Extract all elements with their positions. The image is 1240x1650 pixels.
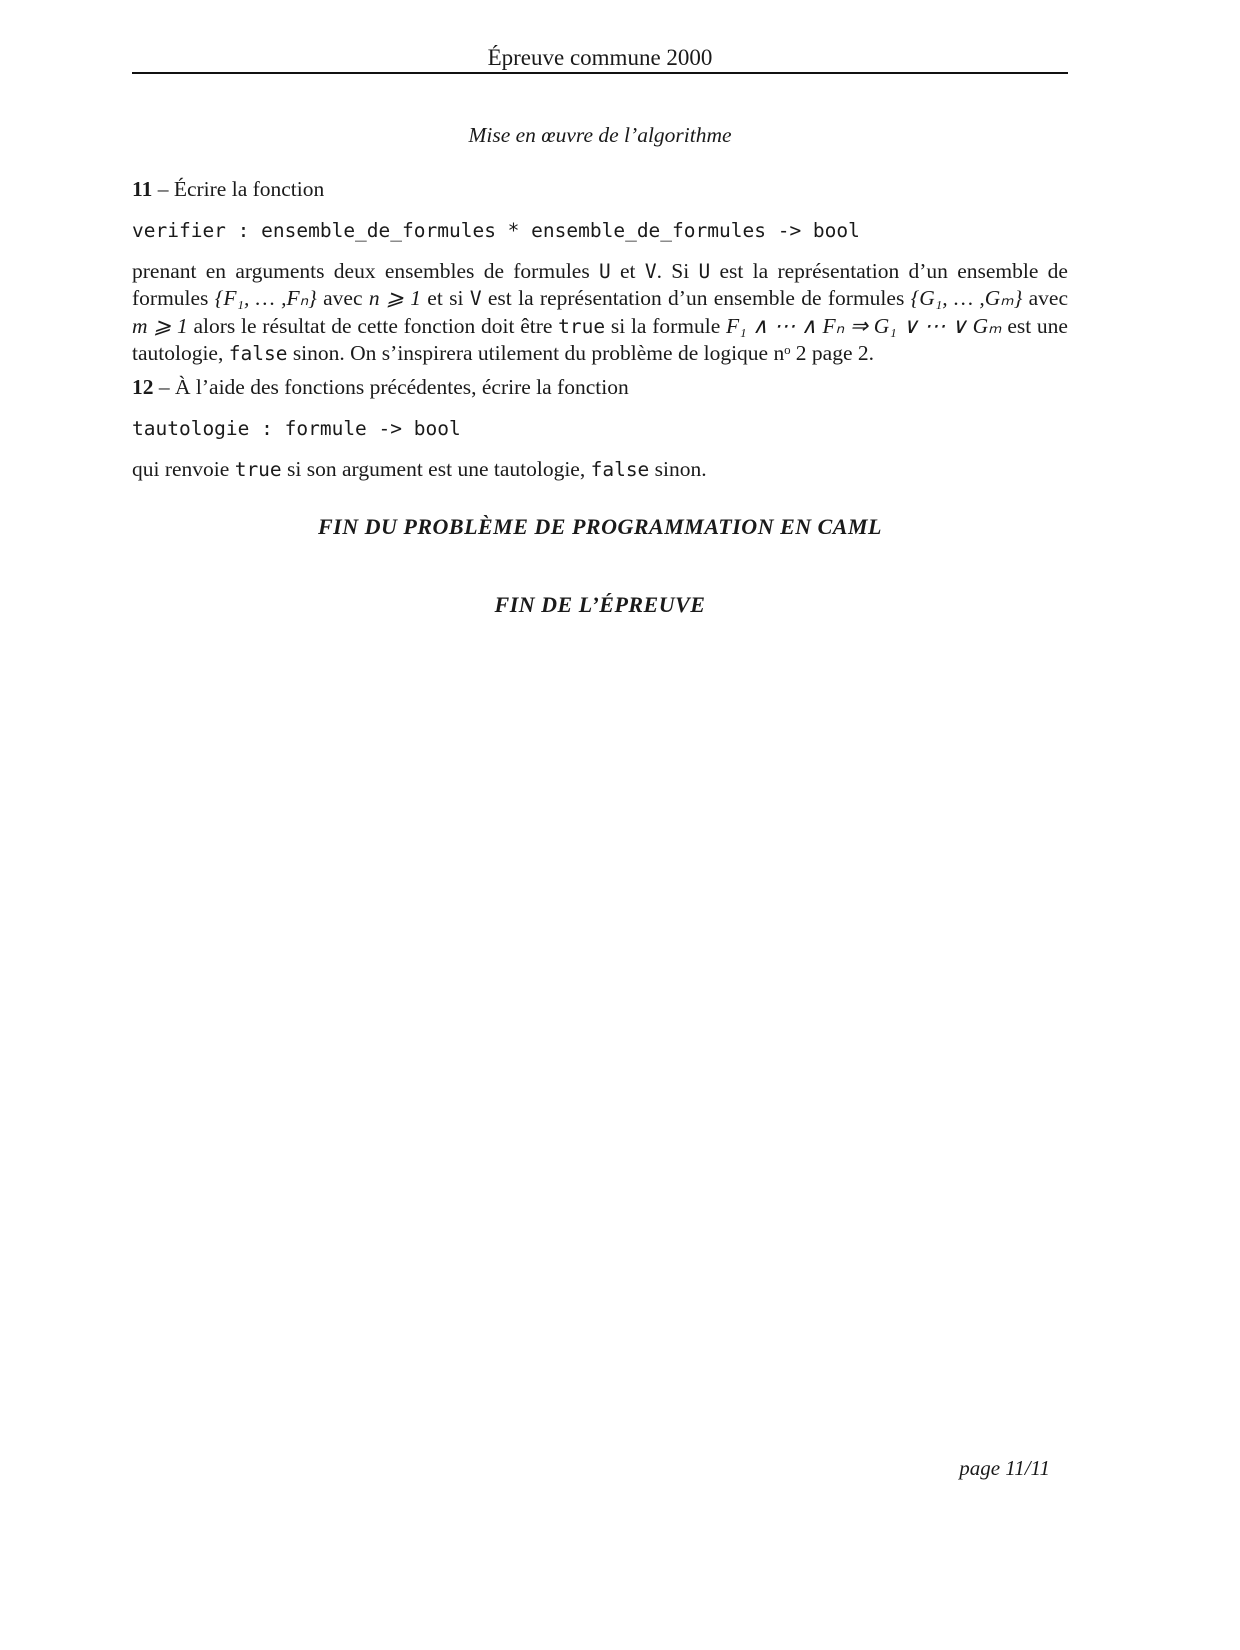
q11-code-U: U (698, 259, 711, 283)
question-12-paragraph (132, 456, 1068, 484)
question-11-dash: – (152, 176, 174, 201)
q11-condition-m: m ⩾ 1 (132, 313, 188, 338)
question-11-number: 11 (132, 176, 153, 201)
q11-formula: F₁ ∧ ⋯ ∧ Fₙ ⇒ G₁ ∨ ⋯ ∨ Gₘ (726, 313, 1002, 338)
q11-text: alors le résultat de cette fonction doit être (187, 313, 559, 338)
question-11-heading (132, 176, 1068, 204)
q11-code-false: false (228, 342, 288, 365)
q11-code-V: V (644, 259, 657, 283)
q11-text: sinon. On s’inspirera utilement du problème de logique nᵒ 2 page 2. (287, 341, 875, 365)
q12-text: qui renvoie (132, 456, 235, 481)
q11-set-G: {G₁, … ,Gₘ} (910, 286, 1023, 310)
q12-text: sinon. (649, 456, 707, 481)
page-header-title: Épreuve commune 2000 (487, 45, 713, 70)
q11-text: prenant en arguments deux ensembles de formules (132, 258, 599, 283)
question-12-dash: – (153, 374, 175, 399)
q12-text: si son argument est une tautologie, (281, 456, 591, 481)
q11-text: est la représentation d’un ensemble de formules (132, 258, 1068, 310)
question-12-heading (132, 374, 1068, 402)
q11-text: avec (1022, 286, 1068, 310)
q11-text: est une tautologie, (132, 313, 1068, 365)
question-11-intro: Écrire la fonction (173, 176, 325, 201)
end-of-problem-heading: FIN DU PROBLÈME DE PROGRAMMATION EN CAML (318, 514, 882, 539)
tautologie-signature: tautologie : formule -> bool (132, 417, 461, 440)
q11-text: avec (316, 286, 369, 310)
question-12-number: 12 (132, 374, 154, 399)
q12-code-true: true (234, 457, 282, 481)
q11-text: et (610, 258, 645, 283)
q11-code-true: true (558, 314, 606, 338)
question-11-paragraph (132, 258, 1068, 368)
q11-text: . Si (656, 258, 699, 283)
q11-set-F: {F₁, … ,Fₙ} (214, 286, 317, 310)
question-12-intro: À l’aide des fonctions précédentes, écrire la fonction (175, 374, 629, 399)
document-body (132, 122, 1068, 618)
q11-text: et si (420, 286, 470, 310)
q11-text: est la représentation d’un ensemble de formules (481, 286, 911, 310)
q11-code-U: U (598, 259, 611, 283)
header-rule (132, 72, 1068, 74)
q11-condition-n: n ⩾ 1 (368, 286, 421, 310)
end-of-exam-heading: FIN DE L’ÉPREUVE (494, 591, 706, 617)
section-title: Mise en œuvre de l’algorithme (468, 123, 732, 147)
verifier-signature: verifier : ensemble_de_formules * ensemble_de_formules -> bool (132, 219, 860, 242)
q12-code-false: false (590, 457, 650, 481)
q11-text: si la formule (605, 313, 727, 338)
q11-code-V: V (469, 287, 482, 310)
page-number: page 11/11 (959, 1456, 1050, 1480)
